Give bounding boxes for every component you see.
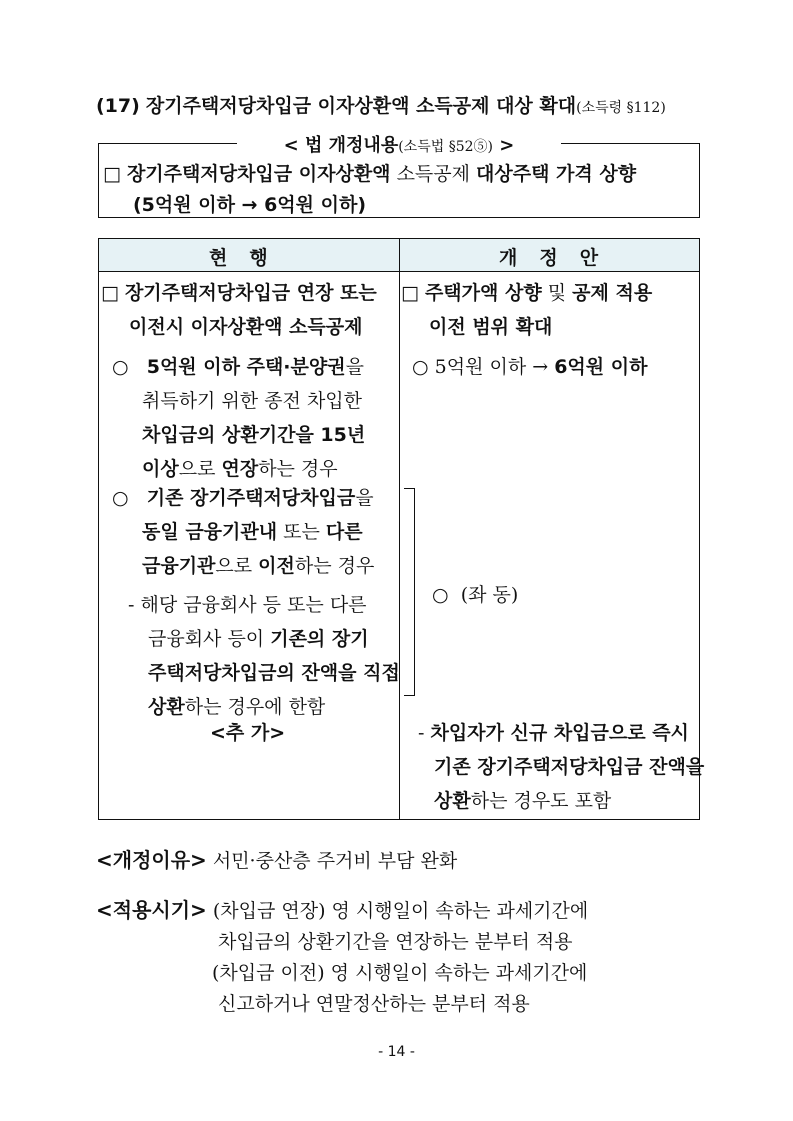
section-number: (17)	[96, 95, 140, 117]
checkbox-glyph: □	[103, 163, 121, 185]
column-divider	[399, 271, 400, 819]
reason-label: <개정이유>	[96, 848, 207, 872]
application-timing: <적용시기> (차입금 연장) 영 시행일이 속하는 과세기간에 차입금의 상환기간을 연장하는 분부터 적용 (차입금 이전) 영 시행일이 속하는 과세기간에 신고하거나 연말정산하는 분부터 적용	[96, 898, 589, 1015]
current-item-a: ○ 5억원 이하 주택·분양권을 취득하기 위한 종전 차입한 차입금의 상환기간을 15년 이상으로 연장하는 경우	[112, 356, 366, 480]
reason-text: 서민·중산층 주거비 부담 완화	[212, 850, 458, 872]
header-proposed: 개정안	[499, 247, 621, 269]
law-box-title: < 법 개정내용(소득법 §52⑤) >	[283, 135, 515, 156]
law-box-body	[103, 159, 693, 221]
proposed-item-a: ○ 5억원 이하 → 6억원 이하	[412, 356, 648, 378]
proposed-item-b: ○ (좌 동)	[432, 584, 519, 606]
current-item-c: - 해당 금융회사 등 또는 다른 금융회사 등이 기존의 장기 주택저당차입금의 잔액을 직접 상환하는 경우에 한함	[128, 594, 400, 718]
law-box-line-1: □ 장기주택저당차입금 이자상환액 소득공제 대상주택 가격 상향	[103, 163, 637, 185]
current-added-marker: <추 가>	[210, 722, 286, 744]
law-revision-box	[98, 135, 700, 218]
header-current: 현행	[209, 247, 290, 269]
header-divider	[399, 239, 400, 271]
section-title: 장기주택저당차입금 이자상환액 소득공제 대상 확대	[145, 95, 577, 117]
proposed-item-1: □ 주택가액 상향 및 공제 적용 이전 범위 확대	[401, 282, 653, 338]
timing-label: <적용시기>	[96, 898, 207, 922]
page-number: - 14 -	[378, 1044, 415, 1060]
proposed-item-c: - 차입자가 신규 차입금으로 즉시 기존 장기주택저당차입금 잔액을 상환하는 경우도 포함	[418, 722, 705, 812]
current-item-1-text: □ 장기주택저당차입금 연장 또는 이전시 이자상환액 소득공제	[101, 282, 377, 338]
current-item-b: ○ 기존 장기주택저당차입금을 동일 금융기관내 또는 다른 금융기관으로 이전하는 경우	[112, 487, 375, 577]
bracket-mark	[404, 488, 415, 696]
law-box-line-2: (5억원 이하 → 6억원 이하)	[133, 194, 367, 216]
section-reference: (소득령 §112)	[576, 100, 666, 116]
revision-reason	[96, 845, 457, 877]
section-heading	[96, 91, 706, 118]
